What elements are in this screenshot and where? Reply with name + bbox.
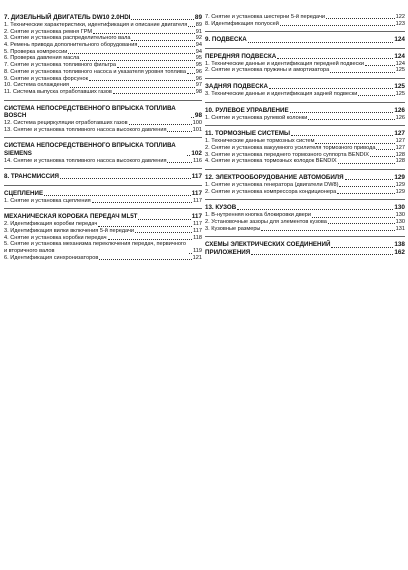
toc-entry-title: 7. Снятие и установка шестерни 5-й передачи: [205, 14, 326, 20]
dot-leader: [312, 217, 395, 218]
dot-leader: [98, 226, 192, 227]
toc-entry-title: 11. ТОРМОЗНЫЕ СИСТЕМЫ: [205, 130, 291, 138]
toc-entry-title: 4. Снятие и установка тормозных колодок BENDIX: [205, 158, 337, 165]
toc-page-number: 117: [191, 189, 202, 197]
dot-leader: [70, 87, 195, 88]
dot-leader: [326, 18, 395, 19]
toc-page-number: 128: [395, 158, 405, 165]
toc-page-number: 127: [395, 138, 405, 145]
dot-leader: [290, 112, 394, 113]
dot-leader: [237, 209, 393, 210]
dot-leader: [80, 60, 194, 61]
toc-entry-title: 7. ДИЗЕЛЬНЫЙ ДВИГАТЕЛЬ DW10 2.0HDI: [4, 14, 131, 21]
toc-section: [205, 125, 405, 165]
dot-leader: [345, 179, 394, 180]
dot-leader: [138, 46, 194, 47]
dot-leader: [328, 223, 395, 224]
toc-page-number: 119: [193, 248, 202, 255]
toc-entry-title: СИСТЕМА НЕПОСРЕДСТВЕННОГО ВПРЫСКА ТОПЛИВА SIEMENS: [4, 142, 176, 157]
toc-heading: [4, 105, 202, 120]
toc-left-column: [4, 14, 202, 266]
toc-page-number: 129: [395, 181, 405, 188]
toc-page-number: 129: [395, 188, 405, 195]
toc-page-number: 121: [192, 254, 202, 261]
toc-page-number: 89: [194, 14, 202, 21]
toc-page-number: 89: [195, 21, 202, 28]
toc-page-number: 125: [394, 83, 405, 91]
dot-leader: [167, 131, 191, 132]
toc-page-number: 91: [195, 28, 202, 35]
toc-entry: [205, 14, 405, 21]
toc-entry-title: ЗАДНЯЯ ПОДВЕСКА: [205, 83, 268, 91]
toc-entry: [4, 69, 202, 76]
toc-entry: [4, 255, 202, 262]
toc-entry: [205, 145, 405, 152]
toc-page-number: 118: [193, 234, 202, 241]
toc-entry: [205, 91, 405, 98]
dot-leader: [376, 149, 394, 150]
dot-leader: [188, 26, 194, 27]
dot-leader: [129, 124, 192, 125]
dot-leader: [291, 135, 393, 136]
toc-entry-title: 1. Технические данные тормозных систем: [205, 138, 315, 145]
toc-entry: [4, 35, 202, 42]
toc-entry-title: ПЕРЕДНЯЯ ПОДВЕСКА: [205, 52, 277, 60]
toc-entry-title: 4. Ремень привода дополнительного оборудования: [4, 42, 138, 49]
toc-page-number: 98: [194, 112, 202, 120]
toc-page-number: 96: [195, 75, 202, 82]
toc-page-number: 96: [195, 68, 202, 75]
dot-leader: [248, 42, 394, 43]
toc-page-number: 128: [395, 151, 405, 158]
toc-heading: [205, 241, 405, 248]
toc-section: [205, 14, 405, 27]
toc-section: [4, 100, 202, 134]
toc-section: [205, 199, 405, 232]
dot-leader: [191, 117, 194, 118]
toc-entry: [4, 76, 202, 83]
toc-entry-title: 1. Снятие и установка генератора (двигатели DW8): [205, 181, 339, 188]
toc-page-number: 131: [395, 225, 405, 232]
toc-heading: [205, 36, 405, 43]
toc-entry-title: 12. ЭЛЕКТРООБОРУДОВАНИЕ АВТОМОБИЛЯ: [205, 174, 344, 182]
toc-entry: [4, 62, 202, 69]
toc-entry: [4, 228, 202, 235]
toc-entry: [4, 120, 202, 127]
toc-heading: [205, 130, 405, 137]
toc-page-number: 126: [395, 114, 405, 121]
toc-entry: [4, 241, 202, 254]
toc-page-number: 98: [195, 88, 202, 95]
toc-entry-title: МЕХАНИЧЕСКАЯ КОРОБКА ПЕРЕДАЧ ML5T: [4, 213, 138, 221]
toc-entry-title: 2. Снятие и установка пружины и амортизатора: [205, 67, 330, 74]
dot-leader: [44, 195, 191, 196]
toc-heading: [205, 204, 405, 211]
dot-leader: [337, 193, 394, 194]
dot-leader: [117, 67, 195, 68]
dot-leader: [113, 93, 195, 94]
toc-entry: [4, 55, 202, 62]
toc-page-number: 94: [195, 48, 202, 55]
toc-heading: [205, 107, 405, 114]
dot-leader: [92, 202, 192, 203]
toc-entry-title: 8. ТРАНСМИССИЯ: [4, 173, 59, 181]
toc-page-number: 127: [395, 144, 405, 151]
dot-leader: [370, 156, 395, 157]
toc-entry-title: 4. Снятие и установка коробки передач: [4, 234, 107, 241]
toc-section: [4, 168, 202, 180]
toc-entry-title: 3. Идентификация вилки включения 5-й передачи: [4, 228, 135, 234]
toc-right-column: [205, 14, 405, 260]
toc-entry-title: 6. Проверка давления масла: [4, 55, 80, 62]
toc-entry: [4, 221, 202, 228]
toc-entry: [4, 127, 202, 134]
toc-entry: [4, 29, 202, 36]
toc-entry-title: 3. Снятие и установка распределительного вала: [4, 35, 131, 42]
toc-entry: [205, 21, 405, 28]
dot-leader: [358, 95, 394, 96]
dot-leader: [308, 119, 394, 120]
toc-page-number: 123: [395, 20, 405, 27]
dot-leader: [99, 259, 191, 260]
dot-leader: [280, 25, 395, 26]
dot-leader: [365, 65, 395, 66]
toc-heading: [4, 14, 202, 21]
toc-entry: [205, 226, 405, 233]
dot-leader: [269, 88, 393, 89]
toc-page-number: 117: [193, 228, 202, 234]
toc-entry: [205, 212, 405, 219]
toc-entry-title: 2. Установочные зазоры для элементов кузова: [205, 218, 327, 225]
toc-page-number: 122: [395, 14, 405, 20]
toc-entry: [205, 138, 405, 145]
toc-heading: [205, 83, 405, 90]
dot-leader: [277, 58, 393, 59]
toc-entry: [205, 182, 405, 189]
toc-entry-title: СИСТЕМА НЕПОСРЕДСТВЕННОГО ВПРЫСКА ТОПЛИВА BOSCH: [4, 104, 176, 120]
dot-leader: [187, 155, 190, 156]
toc-entry-title: 2. Снятие и установка компрессора кондиционера: [205, 188, 337, 195]
toc-entry: [4, 89, 202, 96]
toc-page-number: 100: [192, 119, 202, 126]
toc-page-number: 92: [195, 35, 202, 42]
toc-entry-title: 10. Система охлаждения: [4, 82, 69, 89]
toc-page-number: 117: [191, 173, 202, 181]
toc-entry: [205, 115, 405, 122]
toc-entry-title: 13. КУЗОВ: [205, 204, 237, 212]
dot-leader: [187, 73, 195, 74]
toc-entry: [4, 198, 202, 205]
toc-page-number: 124: [394, 52, 405, 60]
toc-page-number: 95: [195, 55, 202, 62]
dot-leader: [315, 143, 394, 144]
toc-entry: [4, 22, 202, 29]
toc-section: [205, 48, 405, 74]
dot-leader: [135, 232, 192, 233]
toc-page-number: 117: [191, 213, 202, 221]
toc-entry-title: 1. Снятие и установка рулевой колонки: [205, 114, 308, 121]
dot-leader: [330, 72, 394, 73]
toc-entry-title: 2. Снятие и установка вакуумного усилителя тормозного привода: [205, 144, 376, 151]
toc-page-number: 124: [395, 60, 405, 67]
toc-page-number: 125: [395, 91, 405, 98]
toc-page-number: 117: [193, 197, 202, 204]
dot-leader: [167, 162, 192, 163]
toc-page-number: 125: [395, 67, 405, 74]
toc-page-number: 94: [195, 42, 202, 49]
dot-leader: [338, 163, 395, 164]
toc-page-number: 126: [394, 106, 405, 114]
dot-leader: [189, 253, 192, 254]
dot-leader: [68, 53, 194, 54]
toc-entry-title: 1. Технические данные и идентификация передней подвески: [205, 60, 364, 67]
toc-heading: [205, 249, 405, 256]
toc-entry: [205, 219, 405, 226]
toc-entry-title: 11. Система выпуска отработавших газов: [4, 88, 112, 95]
toc-entry-title: 8. Идентификация полуосей: [205, 20, 279, 27]
dot-leader: [138, 219, 190, 220]
toc-page-number: 130: [395, 212, 405, 219]
toc-page-number: 162: [394, 248, 405, 256]
toc-entry-title: 3. Технические данные и идентификация задней подвески: [205, 91, 358, 98]
dot-leader: [93, 33, 195, 34]
toc-heading: [4, 142, 202, 157]
toc-section: [4, 14, 202, 96]
toc-entry: [4, 49, 202, 56]
toc-heading: [4, 213, 202, 220]
toc-page-number: 97: [195, 82, 202, 89]
toc-entry-title: 14. Снятие и установка топливного насоса высокого давления: [4, 157, 167, 164]
dot-leader: [131, 40, 194, 41]
toc-section: [205, 78, 405, 98]
toc-entry-title: 7. Снятие и установка топливного фильтра: [4, 62, 116, 69]
toc-entry-title: 9. ПОДВЕСКА: [205, 36, 247, 44]
toc-entry-title: 10. РУЛЕВОЕ УПРАВЛЕНИЕ: [205, 106, 289, 114]
toc-entry: [205, 61, 405, 68]
toc-entry: [205, 67, 405, 74]
toc-entry-title: 13. Снятие и установка топливного насоса высокого давления: [4, 126, 167, 133]
toc-heading: [205, 174, 405, 181]
toc-section: [4, 137, 202, 164]
toc-entry: [205, 152, 405, 159]
toc-page-number: 129: [394, 174, 405, 182]
toc-entry-title: 1. Снятие и установка сцепления: [4, 197, 91, 204]
dot-leader: [89, 80, 195, 81]
toc-page-number: 138: [394, 241, 405, 249]
toc-entry-title: 12. Система рециркуляции отработавших газов: [4, 119, 128, 126]
toc-entry-title: 9. Снятие и установка форсунок: [4, 75, 89, 82]
toc-page-number: 130: [394, 204, 405, 212]
toc-section: [205, 102, 405, 122]
toc-entry-title: СХЕМЫ ЭЛЕКТРИЧЕСКИХ СОЕДИНЕНИЙ: [205, 241, 331, 249]
toc-heading: [205, 53, 405, 60]
toc-section: [4, 185, 202, 205]
toc-entry: [4, 235, 202, 242]
toc-entry-title: СЦЕПЛЕНИЕ: [4, 189, 44, 197]
toc-section: [205, 169, 405, 195]
toc-heading: [4, 190, 202, 197]
toc-entry-title: 3. Снятие и установка переднего тормозного суппорта BENDIX: [205, 151, 369, 158]
toc-page-number: 124: [394, 36, 405, 44]
toc-entry-title: 5. Проверка компрессии: [4, 48, 68, 55]
toc-heading: [4, 173, 202, 180]
toc-entry-title: ПРИЛОЖЕНИЯ: [205, 248, 251, 256]
toc-entry: [4, 42, 202, 49]
toc-entry-title: 3. Кузовные размеры: [205, 225, 261, 232]
dot-leader: [251, 254, 393, 255]
toc-page-number: 117: [193, 221, 202, 228]
toc-section: [205, 31, 405, 43]
toc-section: [4, 208, 202, 261]
dot-leader: [261, 230, 394, 231]
toc-entry-title: 2. Идентификация коробки передач: [4, 221, 98, 228]
toc-page-number: 102: [191, 149, 202, 157]
dot-leader: [339, 186, 394, 187]
toc-section: [205, 236, 405, 256]
dot-leader: [60, 178, 191, 179]
toc-page-number: 127: [394, 130, 405, 138]
toc-entry-title: 2. Снятие и установка ремня ГРМ: [4, 28, 93, 35]
toc-entry-title: 8. Снятие и установка топливного насоса и указателя уровня топлива: [4, 68, 186, 75]
toc-page-number: 95: [195, 62, 202, 69]
toc-entry: [205, 158, 405, 165]
toc-entry-title: 1. В-нутренняя кнопка блокировки двери: [205, 212, 311, 219]
toc-entry: [4, 158, 202, 165]
dot-leader: [108, 239, 193, 240]
toc-page-number: 101: [192, 126, 202, 133]
toc-entry: [205, 189, 405, 196]
toc-entry-title: 6. Идентификация синхронизаторов: [4, 254, 99, 261]
dot-leader: [331, 247, 393, 248]
toc-entry-title: 5. Снятие и установка механизма переключения передач, первичного и вторичного валов: [4, 241, 186, 255]
toc-page-number: 116: [193, 157, 202, 164]
toc-entry: [4, 82, 202, 89]
toc-page-number: 130: [395, 218, 405, 225]
dot-leader: [131, 19, 193, 20]
toc-entry-title: 1. Технические характеристики, идентификация и описание двигателя: [4, 21, 188, 28]
